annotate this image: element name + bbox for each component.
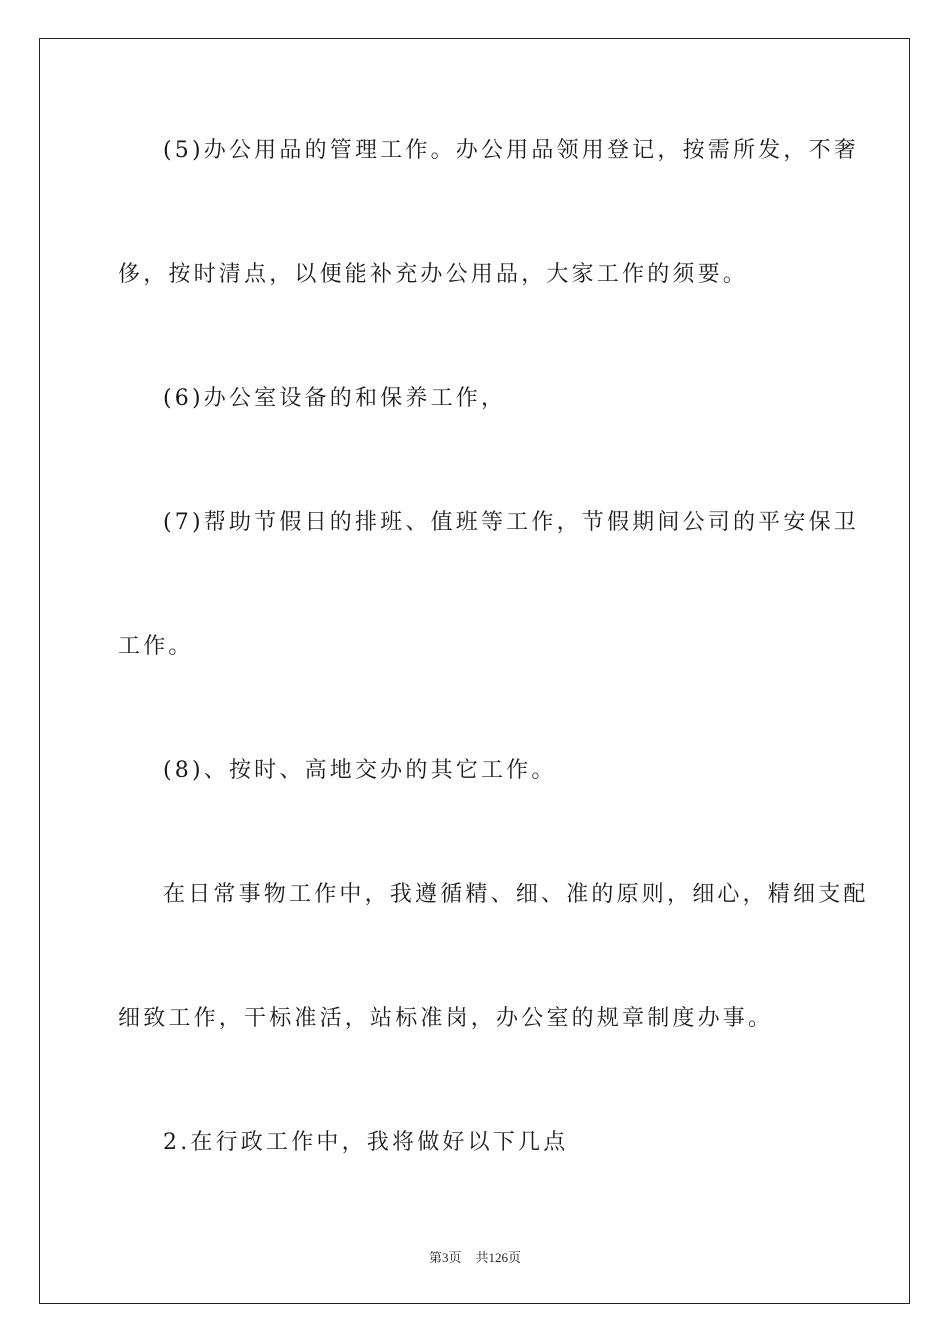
page-total: 共126页 — [475, 1250, 522, 1265]
page-border — [39, 38, 910, 1304]
paragraph-line: 细致工作，干标准活，站标准岗，办公室的规章制度办事。 — [118, 1006, 774, 1031]
paragraph-line: (6)办公室设备的和保养工作， — [163, 386, 507, 411]
paragraph-line: (7)帮助节假日的排班、值班等工作，节假期间公司的平安保卫 — [163, 510, 859, 535]
paragraph-line: 2.在行政工作中，我将做好以下几点 — [163, 1130, 569, 1155]
paragraph-line: 在日常事物工作中，我遵循精、细、准的原则，细心，精细支配 — [163, 882, 869, 907]
paragraph-line: (5)办公用品的管理工作。办公用品领用登记，按需所发，不奢 — [163, 138, 859, 163]
page-footer — [0, 1247, 950, 1266]
page-number: 第3页 — [428, 1250, 462, 1265]
paragraph-line: 工作。 — [118, 634, 194, 659]
paragraph-line: (8)、按时、高地交办的其它工作。 — [163, 758, 557, 783]
paragraph-line: 侈，按时清点，以便能补充办公用品，大家工作的须要。 — [118, 262, 749, 287]
